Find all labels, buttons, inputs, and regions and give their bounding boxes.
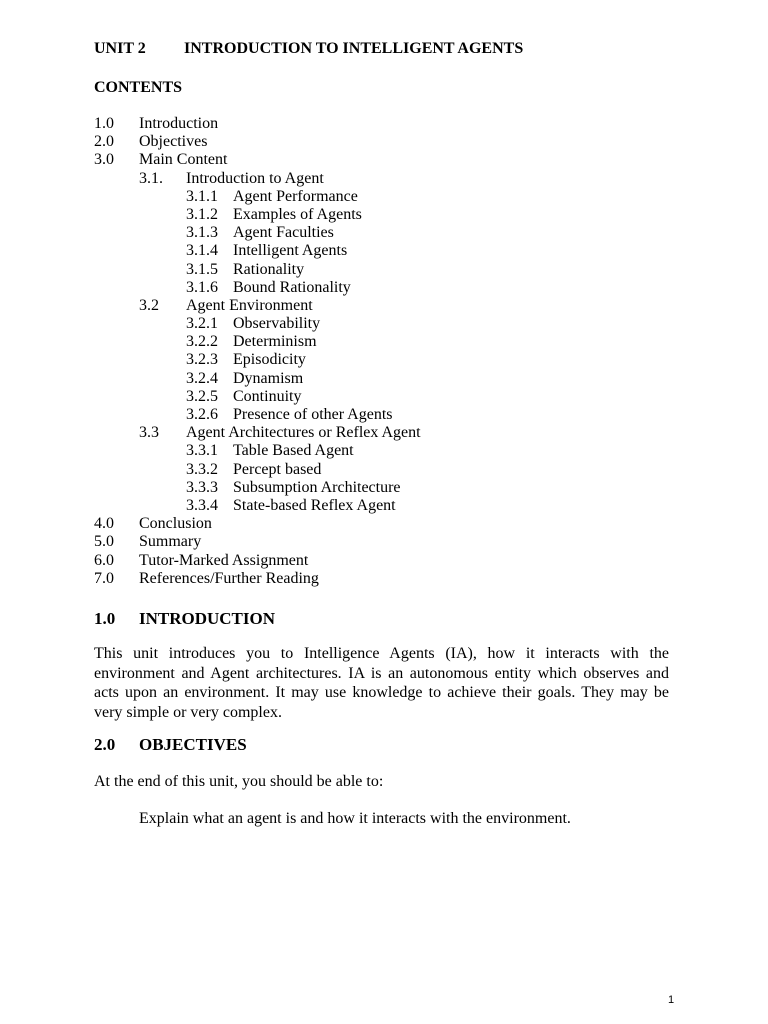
toc-item-label: Tutor-Marked Assignment: [139, 551, 309, 569]
toc-item-label: Agent Architectures or Reflex Agent: [186, 424, 421, 442]
toc-item: [94, 370, 421, 388]
toc-item-label: Main Content: [139, 151, 228, 169]
toc-item-label: Percept based: [233, 460, 322, 478]
toc-item-number: 3.1.3: [186, 224, 218, 242]
toc-item-label: Continuity: [233, 387, 302, 405]
table-of-contents: [94, 115, 421, 588]
toc-item: [94, 424, 421, 442]
toc-item-label: Examples of Agents: [233, 205, 362, 223]
toc-item: [94, 406, 421, 424]
toc-item-label: Agent Environment: [186, 296, 313, 314]
toc-item-label: Introduction: [139, 115, 219, 132]
unit-title: [94, 40, 523, 58]
unit-title-text: INTRODUCTION TO INTELLIGENT AGENTS: [184, 40, 524, 57]
toc-item: [94, 533, 421, 551]
objectives-heading: [94, 735, 247, 755]
toc-item-number: 3.1.6: [186, 278, 218, 296]
toc-item-number: 4.0: [94, 515, 114, 533]
toc-item: [94, 279, 421, 297]
toc-item: [94, 388, 421, 406]
toc-item-number: 3.2.5: [186, 387, 218, 405]
toc-item-number: 3.2.1: [186, 315, 218, 333]
toc-item-number: 3.1.5: [186, 260, 218, 278]
toc-item-label: Observability: [233, 315, 321, 333]
section-title: INTRODUCTION: [139, 609, 276, 628]
toc-item-number: 3.3.2: [186, 460, 218, 478]
toc-item-number: 3.2: [139, 296, 159, 314]
toc-item-label: Bound Rationality: [233, 278, 351, 296]
toc-item-number: 3.2.2: [186, 333, 218, 351]
section-number: 2.0: [94, 735, 116, 754]
objective-item: Explain what an agent is and how it interacts with the environment.: [139, 810, 571, 827]
toc-item-label: Episodicity: [233, 351, 306, 369]
toc-item-label: Determinism: [233, 333, 317, 351]
introduction-paragraph: This unit introduces you to Intelligence Agents (IA), how it interacts with the environment and Agent architectures. IA is an autonomous entity which observes and acts upon an environment. It may use knowledge to achieve their goals. They may be very simple or very complex.: [94, 645, 669, 721]
toc-item: [94, 242, 421, 260]
toc-item-label: Objectives: [139, 133, 208, 151]
toc-item: [94, 133, 421, 151]
toc-item-label: Summary: [139, 533, 202, 551]
toc-item: [94, 333, 421, 351]
toc-item-number: 2.0: [94, 133, 114, 151]
toc-item: [94, 570, 421, 588]
objectives-lead-text: At the end of this unit, you should be able to:: [94, 773, 384, 790]
toc-item-number: 3.2.6: [186, 406, 218, 423]
section-number: 1.0: [94, 609, 116, 628]
toc-item-number: 3.1.1: [186, 187, 218, 205]
toc-item-number: 6.0: [94, 551, 114, 569]
introduction-heading: [94, 609, 275, 629]
section-title: OBJECTIVES: [139, 735, 247, 754]
toc-item-label: Subsumption Architecture: [233, 478, 401, 496]
toc-item-label: State-based Reflex Agent: [233, 496, 396, 514]
toc-item: [94, 497, 421, 515]
toc-item-label: Dynamism: [233, 369, 304, 387]
toc-item-label: Agent Performance: [233, 187, 358, 205]
toc-item: [94, 351, 421, 369]
toc-item-number: 3.2.4: [186, 369, 218, 387]
toc-item-number: 3.3.4: [186, 496, 218, 514]
toc-item: [94, 315, 421, 333]
toc-item: [94, 297, 421, 315]
toc-item-label: Rationality: [233, 260, 305, 278]
toc-item: [94, 115, 421, 133]
page-number: 1: [668, 994, 675, 1006]
toc-item-number: 3.0: [94, 151, 114, 169]
unit-number: UNIT 2: [94, 40, 146, 57]
toc-item-label: Conclusion: [139, 515, 212, 533]
toc-item: [94, 188, 421, 206]
toc-item: [94, 442, 421, 460]
toc-item-number: 3.2.3: [186, 351, 218, 369]
toc-item-number: 1.0: [94, 115, 114, 132]
toc-item-number: 3.3: [139, 424, 159, 442]
toc-item-label: Intelligent Agents: [233, 242, 348, 260]
toc-item-number: 7.0: [94, 569, 114, 587]
toc-item-label: Agent Faculties: [233, 224, 334, 242]
toc-item-number: 3.1.2: [186, 205, 218, 223]
toc-item: [94, 170, 421, 188]
toc-item: [94, 552, 421, 570]
toc-item-number: 5.0: [94, 533, 114, 551]
toc-item-label: References/Further Reading: [139, 569, 319, 587]
toc-item-label: Introduction to Agent: [186, 169, 324, 187]
toc-item-number: 3.1.: [139, 169, 163, 187]
toc-item-number: 3.1.4: [186, 242, 218, 260]
toc-item: [94, 151, 421, 169]
contents-heading: CONTENTS: [94, 79, 183, 96]
toc-item-label: Table Based Agent: [233, 442, 354, 460]
toc-item: [94, 224, 421, 242]
toc-item-number: 3.3.3: [186, 478, 218, 496]
toc-item: [94, 515, 421, 533]
toc-item: [94, 479, 421, 497]
toc-item: [94, 206, 421, 224]
toc-item-number: 3.3.1: [186, 442, 218, 460]
toc-item: [94, 461, 421, 479]
toc-item-label: Presence of other Agents: [233, 406, 393, 423]
toc-item: [94, 261, 421, 279]
